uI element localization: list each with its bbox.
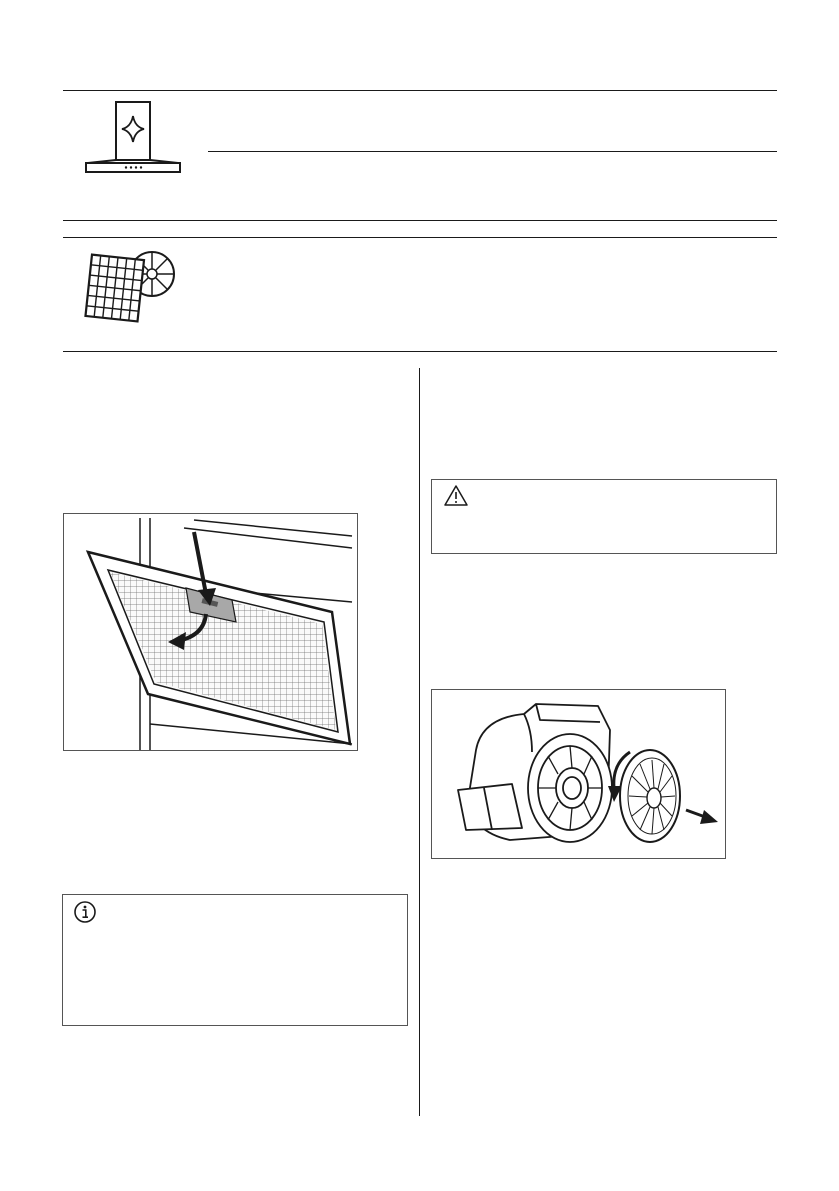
warning-triangle-icon [443, 484, 469, 508]
section-top-rule [63, 90, 777, 91]
section-top-rule-2 [63, 237, 777, 238]
column-divider [419, 368, 420, 1116]
hood-sparkle-icon [84, 100, 182, 176]
warning-note-box [431, 479, 777, 554]
info-icon [73, 900, 97, 924]
grease-and-carbon-filter-icon [80, 244, 176, 330]
section-bottom-rule-2 [63, 351, 777, 352]
carbon-filter-rotate-remove-illustration [431, 689, 726, 859]
section-divider-rule [63, 220, 777, 221]
info-note-box [62, 894, 408, 1026]
section-inner-rule [208, 151, 777, 152]
grease-filter-release-illustration [63, 513, 358, 751]
